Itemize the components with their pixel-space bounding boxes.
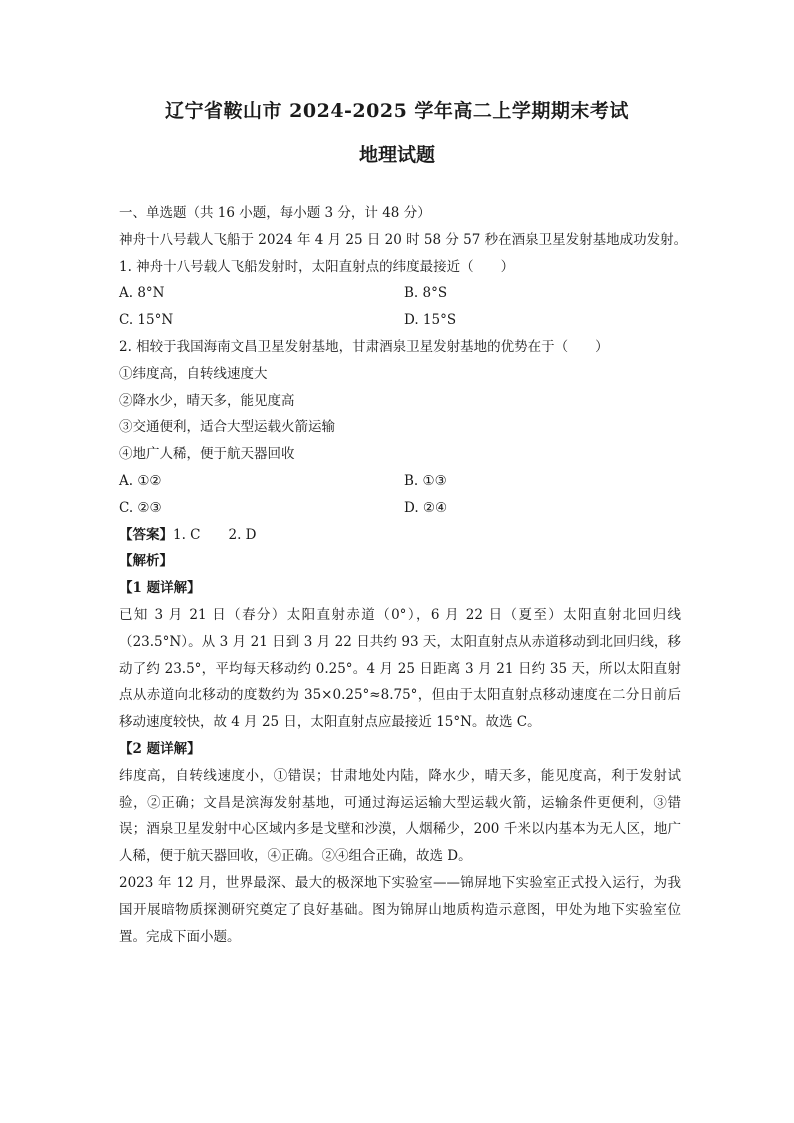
option-a: A. ①②: [119, 472, 162, 489]
material-intro-2: 2023 年 12 月，世界最深、最大的极深地下实验室——锦屏地下实验室正式投入运行，为我国开展暗物质探测研究奠定了良好基础。图为锦屏山地质构造示意图，甲处为地下实验室位置。完成下面小题。: [119, 874, 681, 945]
page-title: 辽宁省鞍山市 2024-2025 学年高二上学期期末考试: [165, 100, 629, 122]
answer-1: 1. C: [173, 526, 201, 543]
option-c: C. ②③: [119, 499, 162, 516]
answer-2: 2. D: [228, 526, 257, 543]
answer-line: [119, 522, 681, 549]
question-2-item: ④地广人稀，便于航天器回收: [119, 446, 295, 463]
option-a: A. 8°N: [119, 285, 165, 302]
option-c: C. 15°N: [119, 312, 174, 329]
analysis-label: 【解析】: [119, 553, 173, 570]
option-d: D. ②④: [404, 499, 448, 516]
question-2-item: ①纬度高，自转线速度大: [119, 365, 268, 382]
option-d: D. 15°S: [404, 312, 457, 329]
section-heading: 一、单选题（共 16 小题，每小题 3 分，计 48 分）: [119, 205, 431, 221]
option-b: B. 8°S: [404, 285, 448, 302]
material-intro-1: 神舟十八号载人飞船于 2024 年 4 月 25 日 20 时 58 分 57 秒在酒泉卫星发射基地成功发射。: [119, 231, 688, 248]
document-body: [119, 200, 688, 950]
question-1-options-row-1: [119, 280, 681, 307]
detail-1-label: 【1 题详解】: [119, 580, 201, 597]
page-subtitle: 地理试题: [358, 144, 435, 166]
question-2-options-row-2: [119, 495, 681, 522]
detail-2-label: 【2 题详解】: [119, 740, 201, 757]
question-2-stem: 2. 相较于我国海南文昌卫星发射基地，甘肃酒泉卫星发射基地的优势在于（ ）: [119, 338, 609, 355]
option-b: B. ①③: [404, 472, 447, 489]
question-2-item: ③交通便利，适合大型运载火箭运输: [119, 419, 335, 436]
detail-2-text: 纬度高，自转线速度小，①错误；甘肃地处内陆，降水少，晴天多，能见度高，利于发射试验，②正确；文昌是滨海发射基地，可通过海运运输大型运载火箭，运输条件更便利，③错误；酒泉卫星发射中心区域内多是戈壁和沙漠，人烟稀少，200 千米以内基本为无人区，地广人稀，便于航天器回收，④正确。②④组合正确，故选 D。: [119, 767, 681, 865]
question-1-options-row-2: [119, 307, 681, 334]
answer-label: 【答案】: [119, 526, 173, 543]
question-2-options-row-1: [119, 468, 681, 495]
detail-1-text: 已知 3 月 21 日（春分）太阳直射赤道（0°），6 月 22 日（夏至）太阳直射北回归线（23.5°N）。从 3 月 21 日到 3 月 22 日共约 93 天，太阳直射点从赤道移动到北回归线，移动了约 23.5°，平均每天移动约 0.25°。4 月 25 日距离 3 月 21 日约 35 天，所以太阳直射点从赤道向北移动的度数约为 35×0.25°≈8.75°，但由于太阳直射点移动速度在二分日前后移动速度较快，故 4 月 25 日，太阳直射点应最接近 15°N。故选 C。: [119, 606, 681, 731]
question-1-stem: 1. 神舟十八号载人飞船发射时，太阳直射点的纬度最接近（ ）: [119, 258, 515, 275]
question-2-item: ②降水少，晴天多，能见度高: [119, 392, 295, 409]
